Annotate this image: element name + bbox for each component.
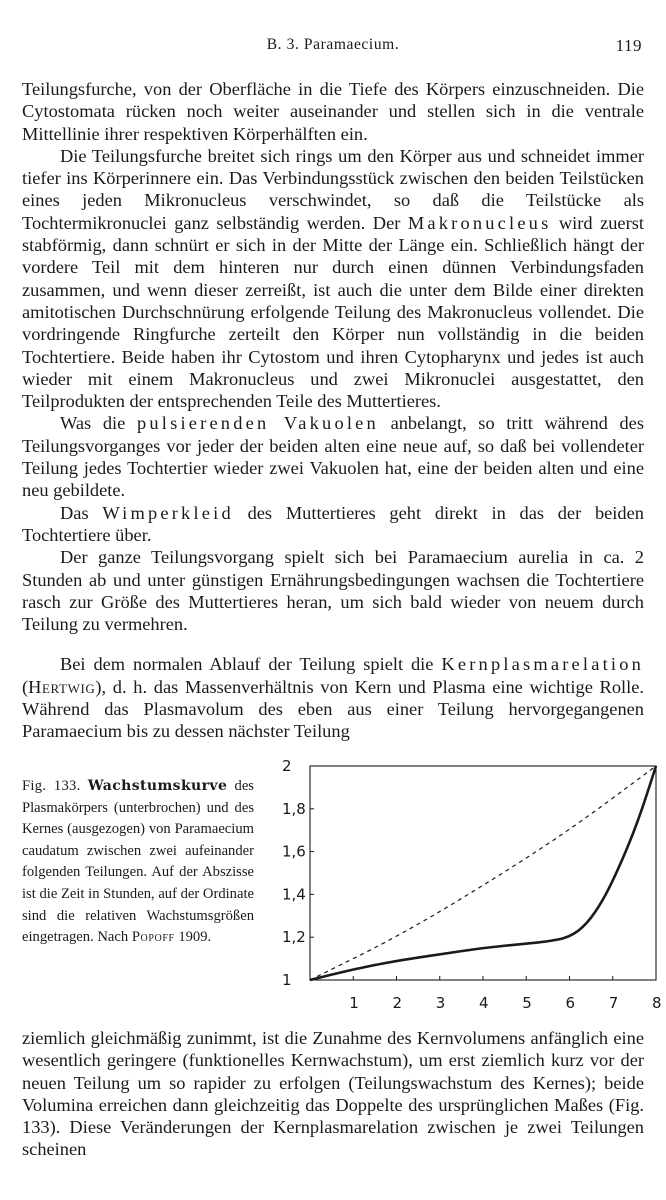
x-tick-label: 4 <box>479 994 489 1012</box>
running-title: B. 3. Paramaecium. <box>266 36 400 53</box>
figure-number: Fig. 133. <box>22 778 81 794</box>
paragraph-6-lead: Bei dem normalen Ablauf der Teilung spielt die <box>60 654 434 675</box>
term-makronucleus: Makronucleus <box>407 212 552 233</box>
body-text-lower <box>22 1027 644 1161</box>
paragraph-4-lead: Das <box>60 502 89 523</box>
paragraph-4 <box>22 502 644 547</box>
paragraph-1: Teilungsfurche, von der Oberfläche in die Tiefe des Körpers einzuschneiden. Die Cytostomata rücken noch weiter auseinander und stellen sich in die ventrale Mittellinie ihrer respektiven Körperhälften ein. <box>22 79 644 144</box>
figure-133 <box>22 757 662 1022</box>
growth-chart-svg <box>252 757 662 1022</box>
author-hertwig: Hertwig <box>28 676 96 697</box>
paragraph-2-text-cont: wird zuerst stabförmig, dann schnürt er sich in der Mitte der Länge ein. Schließlich hängt der vordere Teil mit dem hinteren nur durch einen dünnen Verbindungsfaden zusammen, und wenn dieser zerreißt, ist auch die unter dem Bilde einer direkten amitotischen Durchschnürung erfolgende Teilung des Makronucleus vollendet. Die vordringende Ringfurche zerteilt den Körper nun vollständig in die beiden Tochtertiere. Beide haben ihr Cytostom und ihren Cytopharynx und jedes ist auch wieder mit einem Makronucleus und zwei Mikronuclei ausgestattet, den Teilprodukten der entsprechenden Teile des Muttertieres. <box>22 212 644 412</box>
growth-chart <box>252 757 662 1022</box>
paragraph-7: ziemlich gleichmäßig zunimmt, ist die Zunahme des Kernvolumens anfänglich eine wesentlich geringere (funktionelles Kernwachstum), um erst ziemlich kurz vor der neuen Teilung um so rapider zu erfolgen (Teilungswachstum des Kernes); beide Volumina erreichen dann gleichzeitig das Doppelte des ursprünglichen Maßes (Fig. 133). Diese Veränderungen der Kernplasmarelation zwischen je zwei Teilungen scheinen <box>22 1028 644 1160</box>
x-tick-label: 1 <box>349 994 359 1012</box>
y-tick-label: 1,2 <box>282 928 306 947</box>
paragraph-3-text: anbelangt, so tritt während des Teilungsvorganges vor jeder der beiden alten eine neue auf, so daß bei vollendeter Teilung jedes Tochtertier wieder zwei Vakuolen hat, eine der beiden alten und eine neu gebildete. <box>22 413 644 501</box>
figure-year: 1909. <box>178 929 212 946</box>
x-tick-label: 8 <box>652 994 662 1012</box>
y-tick-label: 1 <box>282 971 292 989</box>
x-tick-label: 2 <box>392 994 403 1012</box>
paragraph-4-text: des Muttertieres geht direkt in das der beiden Tochtertiere über. <box>22 502 644 545</box>
figure-title: Wachstumskurve <box>87 778 228 794</box>
x-tick-label: 6 <box>565 994 576 1012</box>
page-header <box>22 36 644 62</box>
figure-caption-text: des Plasmakörpers (unterbrochen) und des Kernes (ausgezogen) von Paramaecium caudatum zwischen zwei aufeinander folgenden Teilungen. Auf der Abszisse ist die Zeit in Stunden, auf der Ordinate sind die relativen Wachstumsgrößen eingetragen. Nach <box>22 778 254 946</box>
paragraph-6: Bei dem normalen Ablauf der Teilung spielt die Kernplasmarelation (Hertwig), d. h. das Massenverhältnis von Kern und Plasma eine wichtige Rolle. Während das Plasmavolum des eben aus einer Teilung hervorgegangenen Paramaecium bis zu dessen nächster Teilung <box>22 654 644 742</box>
figure-author: Popoff <box>131 929 175 946</box>
y-tick-label: 1,8 <box>282 799 306 818</box>
paragraph-3 <box>22 412 644 501</box>
paragraph-5: Der ganze Teilungsvorgang spielt sich bei Paramaecium aurelia in ca. 2 Stunden ab und unter günstigen Ernährungsbedingungen wachsen die Tochtertiere rasch zur Größe des Muttertieres heran, um sich bald wieder von neuem durch Teilung zu vermehren. <box>22 547 644 635</box>
paragraph-6-text: d. h. das Massenverhältnis von Kern und Plasma eine wichtige Rolle. Während das Plasmavolum des eben aus einer Teilung hervorgegangenen Paramaecium bis zu dessen nächster Teilung <box>22 676 644 742</box>
paragraph-2 <box>22 145 644 413</box>
y-tick-label: 2 <box>282 757 292 775</box>
body-text-upper <box>22 78 644 743</box>
term-wimperkleid: Wimperkleid <box>102 502 234 523</box>
figure-caption <box>22 776 254 949</box>
paragraph-2-text: Die Teilungsfurche breitet sich rings um den Körper aus und schneidet immer tiefer ins Körperinnere ein. Das Verbindungsstück zwischen den beiden Teilstücken eines jeden Mikronucleus verschwindet, so daß die Teilstücke als Tochtermikronuclei ganz selbständig werden. Der <box>22 145 644 233</box>
x-tick-label: 7 <box>608 994 619 1012</box>
y-tick-label: 1,4 <box>282 885 306 904</box>
y-tick-label: 1,6 <box>282 842 306 861</box>
x-tick-label: 5 <box>522 994 532 1012</box>
x-tick-label: 3 <box>435 994 446 1012</box>
page-number: 119 <box>615 36 642 55</box>
term-pulsierende-vakuolen: pulsierenden Vakuolen <box>136 413 379 434</box>
series-nucleus-solid-line <box>310 766 656 980</box>
paragraph-3-lead: Was die <box>60 413 126 434</box>
term-kernplasmarelation: Kernplasmarelation <box>441 654 644 675</box>
